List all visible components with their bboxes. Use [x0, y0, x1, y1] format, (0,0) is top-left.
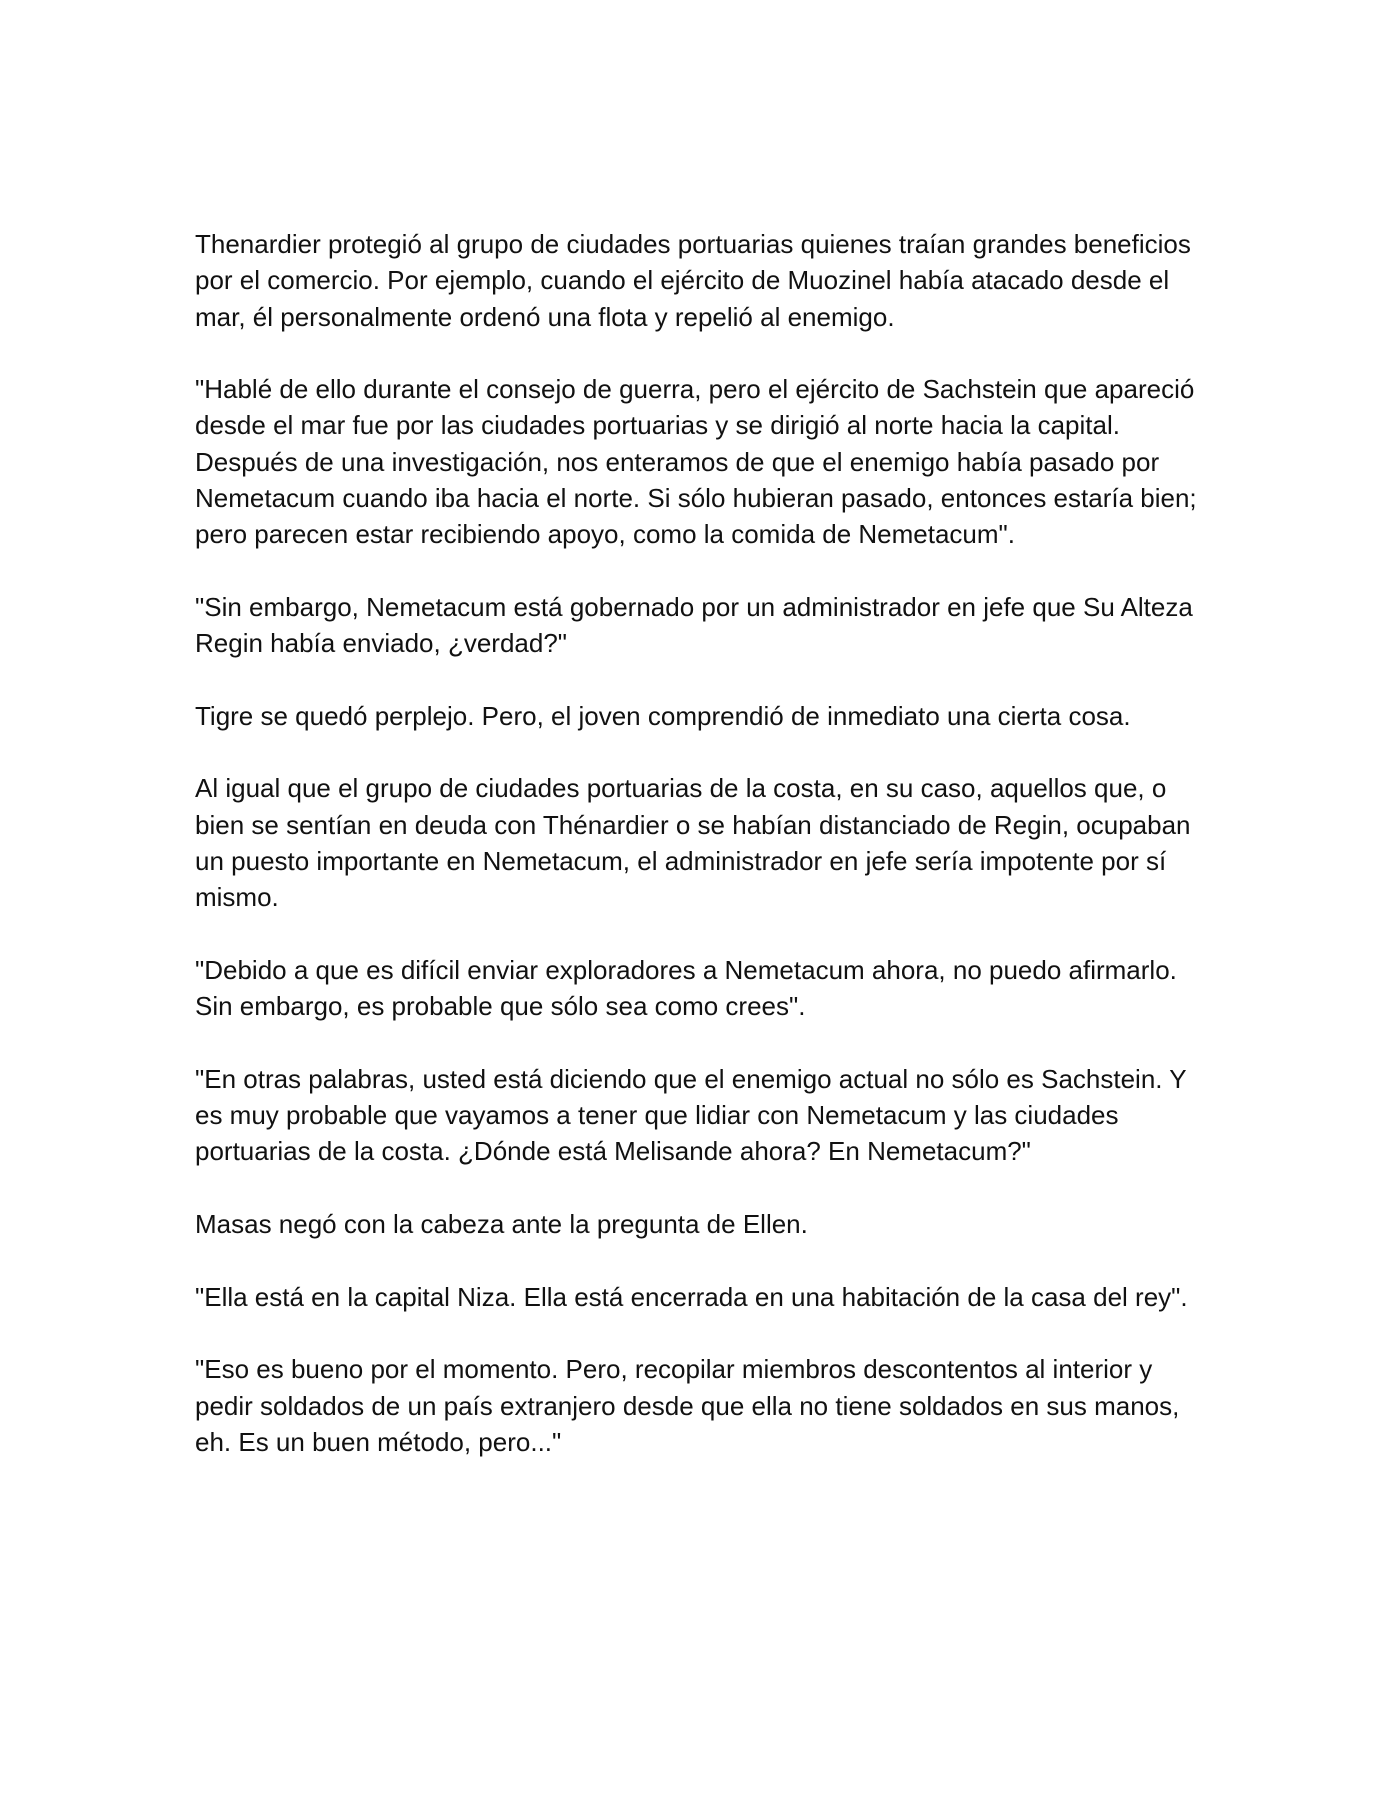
paragraph-5: Al igual que el grupo de ciudades portuarias de la costa, en su caso, aquellos que, o bien se sentían en deuda con Thénardier o se habían distanciado de Regin, ocupaban un puesto importante en Nemetacum, el administrador en jefe sería impotente por sí mismo.	[195, 773, 1191, 913]
paragraph-7: "En otras palabras, usted está diciendo que el enemigo actual no sólo es Sachstein. Y es muy probable que vayamos a tener que lidiar con Nemetacum y las ciudades portuarias de la costa. ¿Dónde está Melisande ahora? En Nemetacum?"	[195, 1063, 1187, 1167]
paragraph-1: Thenardier protegió al grupo de ciudades portuarias quienes traían grandes beneficios por el comercio. Por ejemplo, cuando el ejército de Muozinel había atacado desde el mar, él personalmente ordenó una flota y repelió al enemigo.	[195, 229, 1191, 332]
paragraph-3: "Sin embargo, Nemetacum está gobernado por un administrador en jefe que Su Alteza Regin había enviado, ¿verdad?"	[195, 591, 1193, 659]
paragraph-8: Masas negó con la cabeza ante la pregunta de Ellen.	[195, 1209, 808, 1240]
paragraph-4: Tigre se quedó perplejo. Pero, el joven comprendió de inmediato una cierta cosa.	[195, 700, 1131, 731]
paragraph-10: "Eso es bueno por el momento. Pero, recopilar miembros descontentos al interior y pedir soldados de un país extranjero desde que ella no tiene soldados en sus manos, eh. Es un buen método, pero..."	[195, 1354, 1180, 1457]
document-body	[195, 226, 1215, 1496]
paragraph-2: "Hablé de ello durante el consejo de guerra, pero el ejército de Sachstein que apareció desde el mar fue por las ciudades portuarias y se dirigió al norte hacia la capital. Después de una investigación, nos enteramos de que el enemigo había pasado por Nemetacum cuando iba hacia el norte. Si sólo hubieran pasado, entonces estaría bien; pero parecen estar recibiendo apoyo, como la comida de Nemetacum".	[195, 374, 1197, 550]
paragraph-9: "Ella está en la capital Niza. Ella está encerrada en una habitación de la casa del rey".	[195, 1281, 1188, 1312]
paragraph-6: "Debido a que es difícil enviar exploradores a Nemetacum ahora, no puedo afirmarlo. Sin embargo, es probable que sólo sea como crees".	[195, 954, 1177, 1022]
